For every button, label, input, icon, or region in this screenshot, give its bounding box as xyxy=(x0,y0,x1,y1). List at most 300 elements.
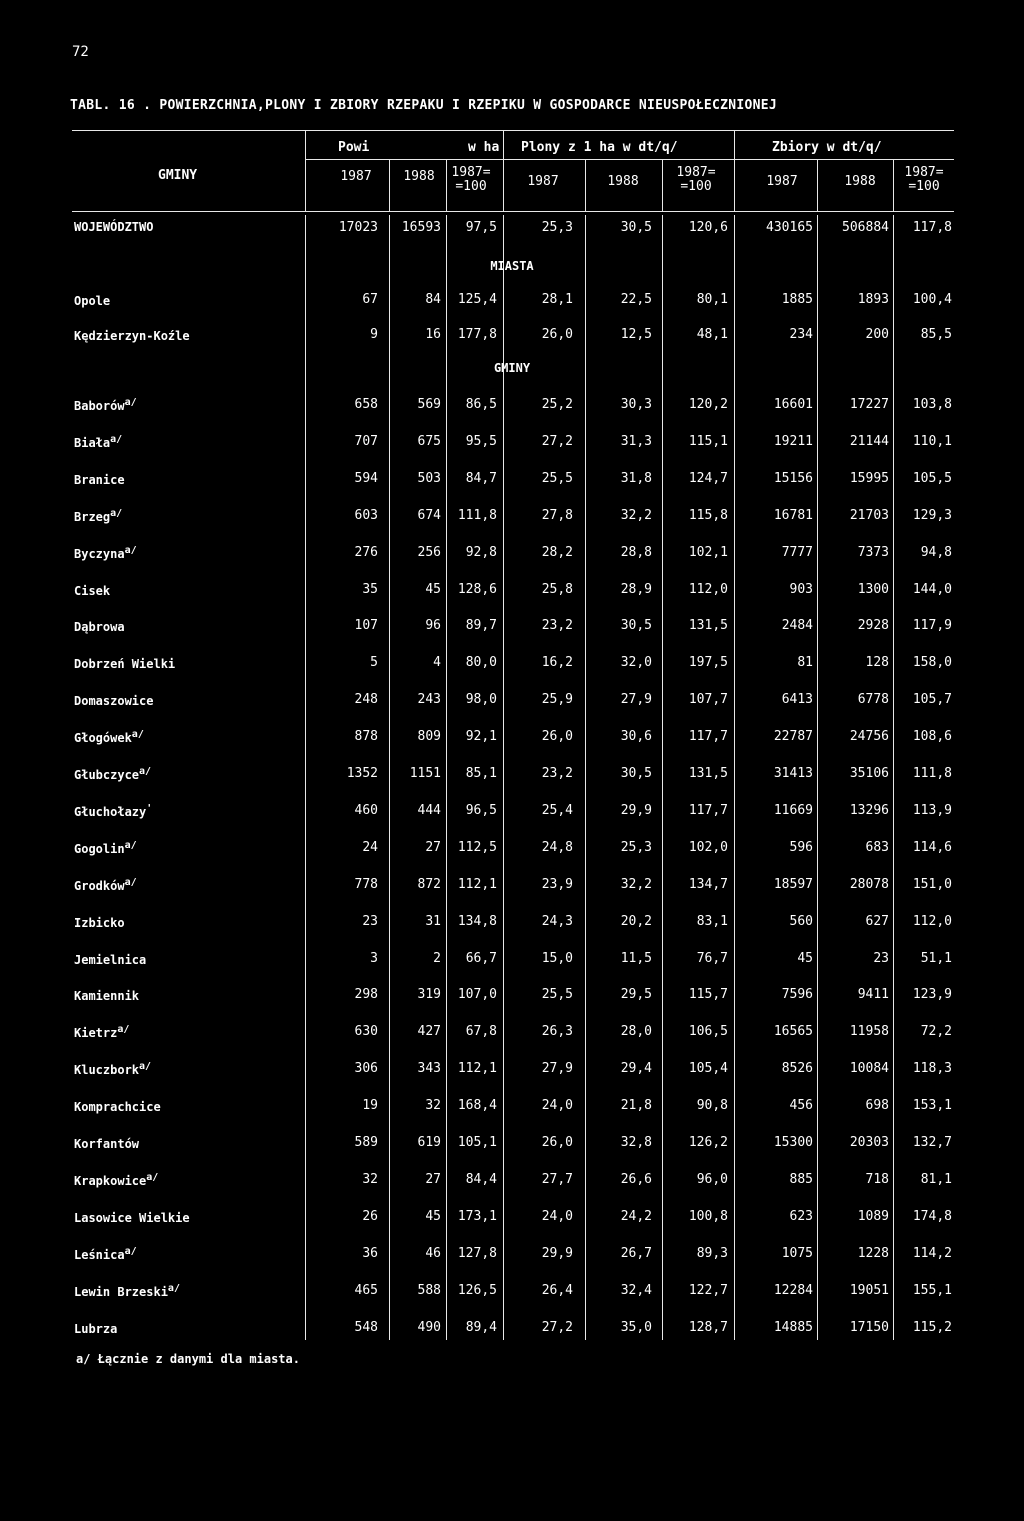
harvest-1988-cell: 20303 xyxy=(849,1135,889,1150)
harvest-1987-header: 1987 xyxy=(766,174,798,189)
yield-1988-cell: 25,3 xyxy=(620,839,652,855)
area-1987-cell: 306 xyxy=(354,1061,378,1077)
harvest-index-cell: 85,5 xyxy=(920,327,952,342)
area-1987-header: 1987 xyxy=(340,169,372,184)
harvest-1988-cell: 10084 xyxy=(849,1061,889,1077)
yield-index-cell: 117,7 xyxy=(688,802,728,818)
area-1987-cell: 23 xyxy=(362,913,378,929)
footnote-mark: a/ xyxy=(124,397,137,408)
col-divider xyxy=(446,160,447,212)
row-name-text: Lewin Brzeski xyxy=(74,1284,168,1299)
area-index-cell: 89,4 xyxy=(465,1319,497,1335)
yield-1987-cell: 24,8 xyxy=(541,839,573,855)
harvest-1987-cell: 623 xyxy=(789,1208,813,1224)
harvest-index-cell: 158,0 xyxy=(912,655,952,671)
yield-1987-cell: 27,8 xyxy=(541,507,573,523)
harvest-index-cell: 174,8 xyxy=(912,1208,952,1224)
table-row xyxy=(0,397,1024,417)
footnote-mark: a/ xyxy=(124,839,137,851)
harvest-index-cell: 153,1 xyxy=(912,1098,952,1114)
area-1988-cell: 45 xyxy=(425,1208,441,1224)
table-row xyxy=(0,582,1024,602)
yield-1988-cell: 26,7 xyxy=(620,1245,652,1261)
footnote: a/ Łącznie z danymi dla miasta. xyxy=(76,1352,300,1366)
table-row xyxy=(0,729,1024,749)
harvest-index-cell: 112,0 xyxy=(912,913,952,929)
area-1987-cell: 24 xyxy=(362,839,378,855)
row-name-text: Opole xyxy=(74,294,111,308)
area-index-cell: 89,7 xyxy=(465,618,497,634)
harvest-1988-cell: 21144 xyxy=(849,433,889,449)
footnote-mark: a/ xyxy=(110,433,123,445)
table-row xyxy=(0,545,1024,565)
harvest-1987-cell: 430165 xyxy=(766,220,813,235)
harvest-1987-cell: 2484 xyxy=(781,618,813,634)
area-1988-cell: 588 xyxy=(417,1282,441,1298)
row-name-text: Głubczyce xyxy=(74,768,140,782)
yield-1988-cell: 30,5 xyxy=(620,220,652,235)
harvest-1988-cell: 15995 xyxy=(849,470,889,486)
harvest-1987-cell: 234 xyxy=(789,327,813,342)
yield-1987-cell: 27,2 xyxy=(541,433,573,449)
row-name xyxy=(74,1209,190,1225)
table-row xyxy=(0,618,1024,638)
row-name xyxy=(74,545,137,561)
area-index-cell: 168,4 xyxy=(457,1098,497,1114)
col-divider xyxy=(817,160,818,212)
harvest-1988-cell: 698 xyxy=(865,1098,889,1114)
row-name-text: Kamiennik xyxy=(74,989,140,1004)
area-1988-cell: 243 xyxy=(417,692,441,708)
area-1987-cell: 603 xyxy=(354,507,378,523)
area-index-cell: 98,0 xyxy=(465,692,497,708)
area-1987-cell: 35 xyxy=(362,581,378,597)
yield-index-cell: 102,1 xyxy=(688,544,728,560)
area-1988-cell: 319 xyxy=(417,987,441,1003)
yield-1988-cell: 29,9 xyxy=(620,802,652,818)
yield-index-cell: 117,7 xyxy=(688,729,728,745)
area-1987-cell: 67 xyxy=(362,292,378,307)
area-1988-cell: 872 xyxy=(417,876,441,892)
yield-1987-header: 1987 xyxy=(527,174,559,189)
yield-1988-cell: 30,5 xyxy=(620,766,652,781)
area-1987-cell: 630 xyxy=(354,1024,378,1040)
area-1987-cell: 3 xyxy=(370,950,378,966)
harvest-1987-cell: 81 xyxy=(797,655,813,671)
yield-index-cell: 115,7 xyxy=(688,987,728,1003)
footnote-mark: a/ xyxy=(124,876,137,888)
yield-1987-cell: 23,9 xyxy=(541,876,573,892)
yield-index-cell: 131,5 xyxy=(688,766,728,781)
yield-index-cell: 89,3 xyxy=(696,1245,728,1261)
area-1988-cell: 31 xyxy=(425,913,441,929)
area-1987-cell: 36 xyxy=(362,1245,378,1261)
yield-index-cell: 105,4 xyxy=(688,1061,728,1077)
area-index-cell: 84,7 xyxy=(465,470,497,486)
row-name-text: Grodków xyxy=(74,878,125,893)
harvest-1988-cell: 627 xyxy=(865,913,889,929)
yield-1988-cell: 30,3 xyxy=(620,397,652,412)
harvest-index-cell: 129,3 xyxy=(912,507,952,523)
harvest-1987-cell: 31413 xyxy=(773,766,813,781)
yield-1988-cell: 32,4 xyxy=(620,1282,652,1298)
row-name xyxy=(74,877,137,893)
area-index-cell: 128,6 xyxy=(457,581,497,597)
harvest-1988-cell: 17227 xyxy=(849,397,889,412)
area-1987-cell: 276 xyxy=(354,544,378,560)
area-1988-cell: 84 xyxy=(425,292,441,307)
yield-1988-cell: 31,8 xyxy=(620,470,652,486)
yield-index-cell: 76,7 xyxy=(696,950,728,966)
area-index-cell: 107,0 xyxy=(457,987,497,1003)
harvest-1987-cell: 6413 xyxy=(781,692,813,708)
harvest-1988-cell: 7373 xyxy=(857,544,889,560)
row-name-text: Leśnica xyxy=(74,1247,125,1262)
row-name-text: Byczyna xyxy=(74,546,125,561)
harvest-1988-cell: 35106 xyxy=(849,766,889,781)
footnote-mark: a/ xyxy=(167,1282,180,1294)
yield-1987-cell: 27,9 xyxy=(541,1061,573,1077)
area-1988-cell: 490 xyxy=(417,1319,441,1335)
area-1987-cell: 9 xyxy=(370,327,378,342)
harvest-1988-cell: 21703 xyxy=(849,507,889,523)
table-row xyxy=(0,766,1024,786)
area-1987-cell: 19 xyxy=(362,1098,378,1114)
footnote-mark: a/ xyxy=(131,729,144,741)
footnote-mark: a/ xyxy=(146,1171,159,1183)
area-1987-cell: 32 xyxy=(362,1171,378,1187)
row-name-text: Izbicko xyxy=(74,915,125,930)
harvest-1988-cell: 1893 xyxy=(857,292,889,307)
harvest-1987-cell: 16781 xyxy=(773,507,813,523)
area-index-cell: 85,1 xyxy=(465,766,497,781)
harvest-1987-cell: 596 xyxy=(789,839,813,855)
row-name-text: Domaszowice xyxy=(74,694,154,709)
area-1988-cell: 32 xyxy=(425,1098,441,1114)
yield-1987-cell: 23,2 xyxy=(541,766,573,781)
table-row xyxy=(0,327,1024,347)
area-index-cell: 112,5 xyxy=(457,839,497,855)
harvest-index-cell: 155,1 xyxy=(912,1282,952,1298)
row-name xyxy=(74,1061,151,1077)
harvest-index-cell: 111,8 xyxy=(912,766,952,781)
footnote-mark: a/ xyxy=(110,507,123,519)
yield-index-cell: 197,5 xyxy=(688,655,728,671)
harvest-1988-header: 1988 xyxy=(844,174,876,189)
col-divider xyxy=(585,160,586,212)
area-1988-cell: 27 xyxy=(425,1171,441,1187)
harvest-1987-cell: 15156 xyxy=(773,470,813,486)
harvest-1987-cell: 14885 xyxy=(773,1319,813,1335)
area-index-cell: 105,1 xyxy=(457,1135,497,1150)
harvest-1987-cell: 12284 xyxy=(773,1282,813,1298)
table-row xyxy=(0,1246,1024,1266)
harvest-1988-cell: 683 xyxy=(865,839,889,855)
row-name xyxy=(74,729,144,745)
row-name-text: Głuchołazy xyxy=(74,804,147,819)
area-1988-cell: 343 xyxy=(417,1061,441,1077)
harvest-1988-cell: 1300 xyxy=(857,581,889,597)
harvest-1987-cell: 19211 xyxy=(773,433,813,449)
row-name xyxy=(74,327,190,343)
harvest-index-cell: 151,0 xyxy=(912,876,952,892)
table-row xyxy=(0,1098,1024,1118)
yield-1988-cell: 26,6 xyxy=(620,1171,652,1187)
yield-1988-cell: 31,3 xyxy=(620,433,652,449)
area-1987-cell: 26 xyxy=(362,1208,378,1224)
footnote-mark: a/ xyxy=(124,544,137,556)
yield-1987-cell: 25,5 xyxy=(541,470,573,486)
area-1988-cell: 96 xyxy=(425,618,441,634)
harvest-index-cell: 113,9 xyxy=(912,802,952,818)
yield-1988-cell: 29,5 xyxy=(620,987,652,1003)
harvest-1988-cell: 11958 xyxy=(849,1024,889,1040)
harvest-index-cell: 123,9 xyxy=(912,987,952,1003)
harvest-index-cell: 110,1 xyxy=(912,433,952,449)
col-divider xyxy=(305,130,306,212)
yield-index-cell: 124,7 xyxy=(688,470,728,486)
harvest-1987-cell: 1885 xyxy=(781,292,813,307)
row-name xyxy=(74,1098,161,1114)
area-1988-cell: 256 xyxy=(417,544,441,560)
header-bottom-rule xyxy=(72,211,954,212)
table-row xyxy=(0,434,1024,454)
row-name xyxy=(74,434,122,450)
area-index-header: 1987= =100 xyxy=(451,165,491,194)
area-1988-cell: 444 xyxy=(417,802,441,818)
row-name-text: Brzeg xyxy=(74,509,111,524)
table-row xyxy=(0,1024,1024,1044)
area-1988-cell: 674 xyxy=(417,507,441,523)
yield-1988-cell: 28,0 xyxy=(620,1024,652,1040)
table-row xyxy=(0,951,1024,971)
yield-index-cell: 96,0 xyxy=(696,1171,728,1187)
row-name xyxy=(74,1024,129,1040)
area-1988-cell: 16593 xyxy=(401,220,441,235)
row-name-text: Lasowice Wielkie xyxy=(74,1210,190,1225)
yield-1988-header: 1988 xyxy=(607,174,639,189)
yield-1988-cell: 20,2 xyxy=(620,913,652,929)
gminy-header: GMINY xyxy=(158,168,198,183)
harvest-index-cell: 105,7 xyxy=(912,692,952,708)
harvest-index-header: 1987= =100 xyxy=(904,165,944,194)
harvest-index-cell: 144,0 xyxy=(912,581,952,597)
row-name xyxy=(74,951,146,967)
harvest-1988-cell: 506884 xyxy=(842,220,889,235)
col-divider xyxy=(503,130,504,212)
yield-1988-cell: 24,2 xyxy=(620,1208,652,1224)
page-number: 72 xyxy=(72,44,89,60)
yield-1988-cell: 32,2 xyxy=(620,876,652,892)
yield-1987-cell: 25,5 xyxy=(541,987,573,1003)
yield-index-cell: 115,8 xyxy=(688,507,728,523)
table-title: TABL. 16 . POWIERZCHNIA,PLONY I ZBIORY RZEPAKU I RZEPIKU W GOSPODARCE NIEUSPOŁECZNIONEJ xyxy=(70,98,778,113)
harvest-index-cell: 118,3 xyxy=(912,1061,952,1077)
row-name-text: Głogówek xyxy=(74,731,132,746)
yield-1987-cell: 26,0 xyxy=(541,1135,573,1150)
area-1988-cell: 45 xyxy=(425,581,441,597)
row-name-text: Lubrza xyxy=(74,1321,118,1336)
area-1987-cell: 658 xyxy=(354,397,378,412)
area-index-cell: 134,8 xyxy=(457,913,497,929)
row-name-text: Gogolin xyxy=(74,841,125,856)
col-divider xyxy=(893,160,894,212)
table-row xyxy=(0,1320,1024,1340)
yield-1988-cell: 29,4 xyxy=(620,1061,652,1077)
table-row xyxy=(0,1283,1024,1303)
harvest-1988-cell: 200 xyxy=(865,327,889,342)
table-row xyxy=(0,1135,1024,1155)
yield-1987-cell: 28,2 xyxy=(541,544,573,560)
yield-1987-cell: 23,2 xyxy=(541,618,573,634)
area-1988-cell: 809 xyxy=(417,729,441,745)
row-name xyxy=(74,1246,137,1262)
row-name xyxy=(74,1283,180,1299)
area-1987-cell: 589 xyxy=(354,1135,378,1150)
yield-1987-cell: 27,2 xyxy=(541,1319,573,1335)
harvest-1988-cell: 718 xyxy=(865,1171,889,1187)
col-divider xyxy=(389,160,390,212)
yield-index-cell: 131,5 xyxy=(688,618,728,634)
harvest-1988-cell: 128 xyxy=(865,655,889,671)
row-name xyxy=(74,655,175,671)
harvest-1988-cell: 6778 xyxy=(857,692,889,708)
harvest-1988-cell: 17150 xyxy=(849,1319,889,1335)
harvest-index-cell: 94,8 xyxy=(920,544,952,560)
yield-1987-cell: 25,3 xyxy=(541,220,573,235)
footnote-mark: a/ xyxy=(124,1245,137,1257)
row-name xyxy=(74,582,110,598)
voivodeship-row xyxy=(0,220,1024,240)
yield-1988-cell: 32,0 xyxy=(620,655,652,671)
yield-1988-cell: 28,9 xyxy=(620,581,652,597)
harvest-index-cell: 108,6 xyxy=(912,729,952,745)
area-index-cell: 173,1 xyxy=(457,1208,497,1224)
harvest-index-cell: 115,2 xyxy=(912,1319,952,1335)
row-name xyxy=(74,914,125,930)
yield-index-cell: 115,1 xyxy=(688,433,728,449)
area-1988-header: 1988 xyxy=(403,169,435,184)
row-name-text: Dąbrowa xyxy=(74,620,125,635)
yield-1988-cell: 32,2 xyxy=(620,507,652,523)
table-row xyxy=(0,840,1024,860)
area-1987-cell: 594 xyxy=(354,470,378,486)
yield-group-header: Plony z 1 ha w dt/q/ xyxy=(521,140,678,155)
yield-index-cell: 83,1 xyxy=(696,913,728,929)
yield-1987-cell: 25,8 xyxy=(541,581,573,597)
row-name-text: Baborów xyxy=(74,399,125,413)
yield-index-cell: 120,2 xyxy=(688,397,728,412)
area-index-cell: 177,8 xyxy=(457,327,497,342)
row-name-text: Dobrzeń Wielki xyxy=(74,657,176,672)
harvest-1987-cell: 885 xyxy=(789,1171,813,1187)
table-row xyxy=(0,914,1024,934)
row-name xyxy=(74,471,125,487)
harvest-index-cell: 72,2 xyxy=(920,1024,952,1040)
yield-index-cell: 80,1 xyxy=(696,292,728,307)
row-name xyxy=(74,618,125,634)
harvest-index-cell: 100,4 xyxy=(912,292,952,307)
table-row xyxy=(0,803,1024,823)
harvest-index-cell: 114,6 xyxy=(912,839,952,855)
col-divider xyxy=(662,160,663,212)
area-1988-cell: 4 xyxy=(433,655,441,671)
area-index-cell: 112,1 xyxy=(457,1061,497,1077)
yield-1987-cell: 24,3 xyxy=(541,913,573,929)
harvest-1988-cell: 2928 xyxy=(857,618,889,634)
area-1987-cell: 878 xyxy=(354,729,378,745)
area-1988-cell: 427 xyxy=(417,1024,441,1040)
yield-1987-cell: 28,1 xyxy=(541,292,573,307)
yield-index-cell: 120,6 xyxy=(688,220,728,235)
yield-1987-cell: 26,3 xyxy=(541,1024,573,1040)
yield-1988-cell: 27,9 xyxy=(620,692,652,708)
table-row xyxy=(0,1172,1024,1192)
area-1987-cell: 465 xyxy=(354,1282,378,1298)
yield-1988-cell: 21,8 xyxy=(620,1098,652,1114)
area-1987-cell: 707 xyxy=(354,433,378,449)
area-1987-cell: 5 xyxy=(370,655,378,671)
yield-1987-cell: 25,2 xyxy=(541,397,573,412)
header-group-rule xyxy=(305,159,954,160)
harvest-index-cell: 103,8 xyxy=(912,397,952,412)
yield-index-cell: 126,2 xyxy=(688,1135,728,1150)
yield-1988-cell: 30,5 xyxy=(620,618,652,634)
row-name xyxy=(74,1135,139,1151)
row-name-text: Krapkowice xyxy=(74,1173,147,1188)
area-1988-cell: 16 xyxy=(425,327,441,342)
harvest-1987-cell: 11669 xyxy=(773,802,813,818)
table-row xyxy=(0,292,1024,312)
row-name xyxy=(74,766,151,782)
yield-index-cell: 112,0 xyxy=(688,581,728,597)
yield-1988-cell: 12,5 xyxy=(620,327,652,342)
row-name-text: Korfantów xyxy=(74,1137,140,1151)
yield-index-cell: 122,7 xyxy=(688,1282,728,1298)
yield-1987-cell: 25,9 xyxy=(541,692,573,708)
yield-1987-cell: 26,0 xyxy=(541,327,573,342)
harvest-1988-cell: 24756 xyxy=(849,729,889,745)
row-name-text: Kędzierzyn-Koźle xyxy=(74,329,190,343)
table-row xyxy=(0,1061,1024,1081)
yield-1988-cell: 35,0 xyxy=(620,1319,652,1335)
harvest-1987-cell: 18597 xyxy=(773,876,813,892)
yield-index-cell: 48,1 xyxy=(696,327,728,342)
yield-index-cell: 106,5 xyxy=(688,1024,728,1040)
row-name xyxy=(74,803,152,819)
area-index-cell: 125,4 xyxy=(457,292,497,307)
yield-1988-cell: 11,5 xyxy=(620,950,652,966)
yield-1987-cell: 27,7 xyxy=(541,1171,573,1187)
harvest-1987-cell: 456 xyxy=(789,1098,813,1114)
table-row xyxy=(0,508,1024,528)
harvest-index-cell: 51,1 xyxy=(920,950,952,966)
table-row xyxy=(0,471,1024,491)
yield-1987-cell: 26,0 xyxy=(541,729,573,745)
yield-1988-cell: 28,8 xyxy=(620,544,652,560)
footnote-mark: ' xyxy=(146,802,153,814)
area-1988-cell: 503 xyxy=(417,470,441,486)
row-name xyxy=(74,987,139,1003)
row-name-text: Kluczbork xyxy=(74,1063,140,1078)
row-name xyxy=(74,1172,158,1188)
row-name xyxy=(74,692,153,708)
harvest-1988-cell: 13296 xyxy=(849,802,889,818)
harvest-index-cell: 114,2 xyxy=(912,1245,952,1261)
area-1988-cell: 569 xyxy=(417,397,441,412)
table-row xyxy=(0,877,1024,897)
area-index-cell: 111,8 xyxy=(457,507,497,523)
